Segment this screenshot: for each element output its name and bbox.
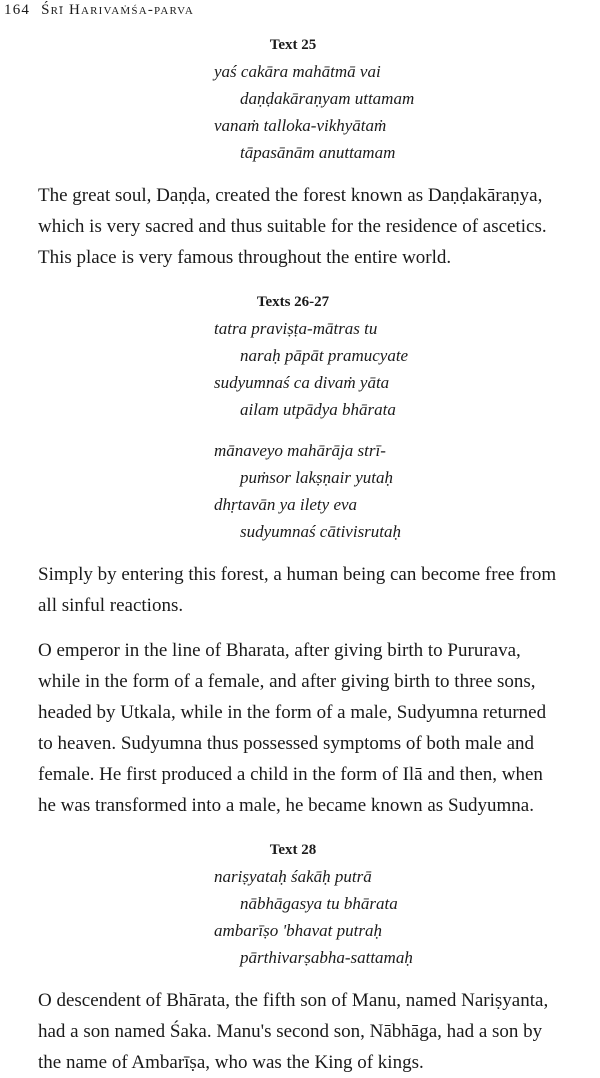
- verse-line: puṁsor lakṣṇair yutaḥ: [240, 468, 393, 487]
- prose-line: the name of Ambarīṣa, who was the King of kings.: [38, 1052, 424, 1073]
- prose-line: while in the form of a female, and after giving birth to three sons,: [38, 671, 536, 692]
- verse-heading: Text 25: [269, 37, 317, 53]
- prose-line: The great soul, Daṇḍa, created the forest known as Daṇḍakāraṇya,: [38, 185, 543, 206]
- verse-line: pārthivarṣabha-sattamaḥ: [240, 948, 413, 967]
- verse-line: nābhāgasya tu bhārata: [240, 894, 398, 913]
- prose-line: O emperor in the line of Bharata, after giving birth to Pururava,: [38, 640, 521, 661]
- translation-paragraph: [38, 635, 598, 821]
- verse-block: [38, 315, 598, 423]
- verse-heading: Texts 26-27: [256, 294, 330, 310]
- verse-block: [38, 58, 598, 166]
- prose-line: to heaven. Sudyumna thus possessed symptoms of both male and: [38, 733, 535, 754]
- verse-line: dhṛtavān ya ilety eva: [214, 495, 358, 514]
- translation-paragraph: [38, 559, 598, 621]
- verse-line: yaś cakāra mahātmā vai: [214, 62, 381, 81]
- verse-line: ailam utpādya bhārata: [240, 400, 396, 419]
- verse-line: tatra praviṣṭa-mātras tu: [214, 319, 378, 338]
- verse-heading: Text 28: [269, 842, 317, 858]
- verse-line: daṇḍakāraṇyam uttamam: [240, 89, 415, 108]
- verse-line: vanaṁ talloka-vikhyātaṁ: [214, 116, 387, 135]
- verse-line: ambarīṣo 'bhavat putraḥ: [214, 921, 382, 940]
- page-number: 164: [4, 2, 31, 18]
- prose-line: This place is very famous throughout the entire world.: [38, 247, 452, 268]
- verse-line: naraḥ pāpāt pramucyate: [240, 346, 409, 365]
- verse-line: nariṣyataḥ śakāḥ putrā: [214, 867, 372, 886]
- page-body: [38, 36, 598, 1078]
- translation-paragraph: [38, 180, 598, 273]
- verse-line: tāpasānām anuttamam: [240, 143, 396, 162]
- verse-section: [38, 36, 598, 166]
- prose-line: headed by Utkala, while in the form of a male, Sudyumna returned: [38, 702, 547, 723]
- verse-block: [38, 437, 598, 545]
- verse-line: mānaveyo mahārāja strī-: [214, 441, 386, 460]
- running-title: Śrī Harivaṁśa-parva: [41, 2, 195, 18]
- prose-line: all sinful reactions.: [38, 595, 184, 616]
- prose-line: O descendent of Bhārata, the fifth son of Manu, named Nariṣyanta,: [38, 990, 549, 1011]
- prose-line: which is very sacred and thus suitable for the residence of ascetics.: [38, 216, 547, 237]
- verse-section: [38, 841, 598, 971]
- running-head: [4, 2, 194, 19]
- prose-line: female. He first produced a child in the form of Ilā and then, when: [38, 764, 543, 785]
- verse-line: sudyumnaś ca divaṁ yāta: [214, 373, 390, 392]
- translation-paragraph: [38, 985, 598, 1078]
- verse-section: [38, 293, 598, 545]
- prose-line: he was transformed into a male, he became known as Sudyumna.: [38, 795, 534, 816]
- prose-line: had a son named Śaka. Manu's second son, Nābhāga, had a son by: [38, 1021, 543, 1042]
- prose-line: Simply by entering this forest, a human being can become free from: [38, 564, 557, 585]
- verse-line: sudyumnaś cātivisrutaḥ: [240, 522, 402, 541]
- verse-block: [38, 863, 598, 971]
